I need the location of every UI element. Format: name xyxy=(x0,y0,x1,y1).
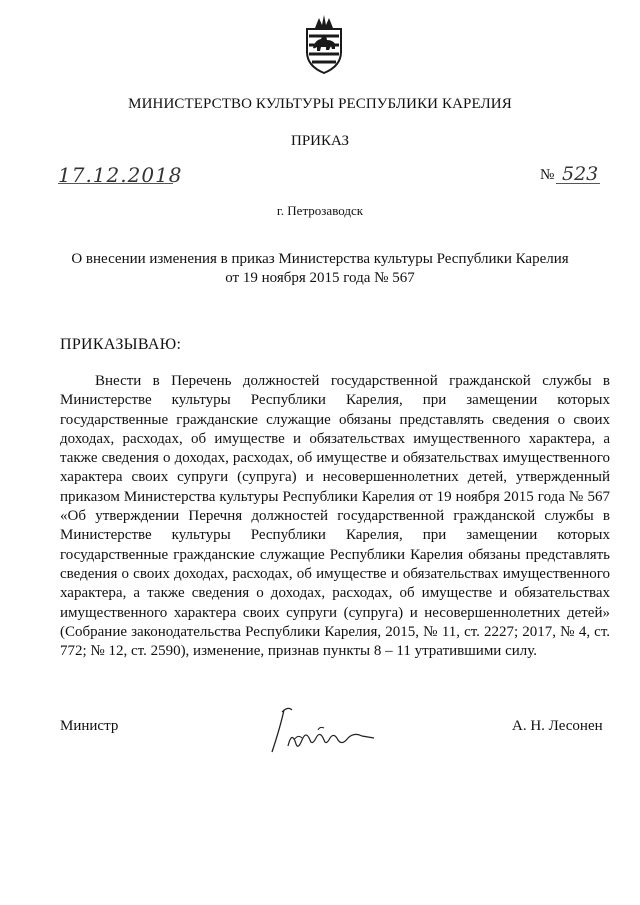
subject-line-2: от 19 ноября 2015 года № 567 xyxy=(225,270,415,286)
ministry-title: МИНИСТЕРСТВО КУЛЬТУРЫ РЕСПУБЛИКИ КАРЕЛИЯ xyxy=(128,96,512,112)
number-label: № xyxy=(540,167,555,183)
signatory-name: А. Н. Лесонен xyxy=(512,718,603,734)
number-underline xyxy=(556,183,600,184)
order-body: Внести в Перечень должностей государственной гражданской службы в Министерстве культуры Республики Карелия, при замещении которых государственные гражданские служащие обязаны представлять сведения о своих доходах, расходах, об имуществе и обязательствах имущественного характера, а также сведения о доходах, расходах, об имуществе и обязательствах имущественного характера своих супруги (супруга) и несовершеннолетних детей, утвержденный приказом Министерства культуры Республики Карелия от 19 ноября 2015 года № 567 «Об утверждении Перечня должностей государственной гражданской службы в Министерстве культуры Республики Карелия, при замещении которых государственные гражданские служащие Республики Карелия обязаны представлять сведения о своих доходах, расходах, об имуществе и обязательствах имущественного характера, а также сведения о доходах, расходах, об имуществе и обязательствах имущественного характера своих супруги (супруга) и несовершеннолетних детей» (Собрание законодательства Республики Карелия, 2015, № 11, ст. 2227; 2017, № 4, ст. 772; № 12, ст. 2590), изменение, признав пункты 8 – 11 утратившими силу. xyxy=(60,373,610,660)
city: г. Петрозаводск xyxy=(276,203,364,218)
signatory-title: Министр xyxy=(60,718,119,734)
document-type: ПРИКАЗ xyxy=(291,133,349,149)
date-underline xyxy=(58,183,173,184)
document-date: 17.12.2018 xyxy=(58,163,183,187)
subject-line-1: О внесении изменения в приказ Министерства культуры Республики Карелия xyxy=(71,251,569,267)
karelia-coat-of-arms-icon xyxy=(301,14,347,74)
document-number: 523 xyxy=(562,163,599,185)
handwritten-signature-icon xyxy=(262,700,382,758)
document-subject xyxy=(60,250,580,288)
command-heading: ПРИКАЗЫВАЮ: xyxy=(60,336,182,353)
